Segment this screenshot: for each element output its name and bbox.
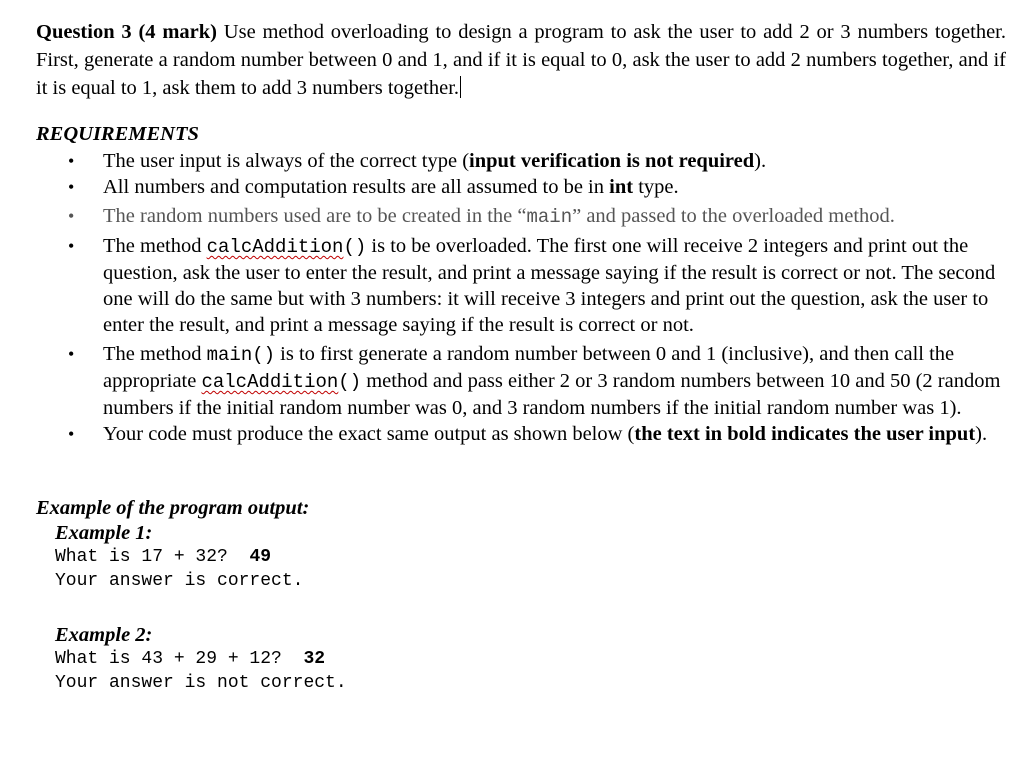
bullet-icon: • xyxy=(68,151,75,171)
output-line: Your answer is not correct. xyxy=(55,673,347,693)
inline-code: calcAddition xyxy=(206,236,344,258)
example-label: Example 1: xyxy=(55,522,153,544)
bullet-icon: • xyxy=(68,424,75,444)
question-paragraph xyxy=(36,18,1006,102)
example-2 xyxy=(55,623,1006,695)
inline-code: main() xyxy=(206,344,276,366)
requirement-item: • The random numbers used are to be created in the “main” and passed to the overloaded method. xyxy=(68,205,895,228)
bullet-icon: • xyxy=(68,177,75,197)
bullet-icon: • xyxy=(68,344,75,364)
requirement-item: • The method main() is to first generate a random number between 0 and 1 (inclusive), and then call the appropriate calcAddition() method and pass either 2 or 3 random numbers between 10 and 50 (2 random numbers if the initial random number was 0, and 3 random numbers if the initial random number was 1). xyxy=(68,343,1001,419)
example-1 xyxy=(55,521,1006,593)
requirements-heading: REQUIREMENTS xyxy=(36,123,199,145)
output-line: What is 17 + 32? 49 xyxy=(55,547,272,567)
requirement-item: • Your code must produce the exact same output as shown below (the text in bold indicates the user input). xyxy=(68,423,988,445)
question-text: Use method overloading to design a program to ask the user to add 2 or 3 numbers together. First, generate a random number between 0 and 1, and if it is equal to 0, ask the user to add 2 numbers together, and if it is equal to 1, ask them to add 3 numbers together. xyxy=(36,21,1007,99)
examples-title: Example of the program output: xyxy=(36,497,310,519)
requirements-list xyxy=(36,148,1006,447)
user-input: 32 xyxy=(303,649,326,669)
bullet-icon: • xyxy=(68,236,75,256)
document-page xyxy=(36,18,1006,695)
requirement-item: • The user input is always of the correct type (input verification is not required). xyxy=(68,150,767,172)
requirement-item: • The method calcAddition() is to be overloaded. The first one will receive 2 integers and print out the question, ask the user to enter the result, and print a message saying if the result is correct or not. The second one will do the same but with 3 numbers: it will receive 3 integers and print out the question, ask the user to enter the result, and print a message saying if the result is correct or not. xyxy=(68,235,996,336)
output-line: What is 43 + 29 + 12? 32 xyxy=(55,649,326,669)
bullet-icon: • xyxy=(68,206,75,226)
requirement-item: • All numbers and computation results are all assumed to be in int type. xyxy=(68,176,679,198)
example-label: Example 2: xyxy=(55,624,153,646)
inline-code: main xyxy=(526,206,573,228)
output-line: Your answer is correct. xyxy=(55,571,304,591)
user-input: 49 xyxy=(249,547,272,567)
question-heading: Question 3 (4 mark) xyxy=(36,21,217,43)
text-cursor xyxy=(460,76,461,98)
inline-code: calcAddition xyxy=(201,371,339,393)
